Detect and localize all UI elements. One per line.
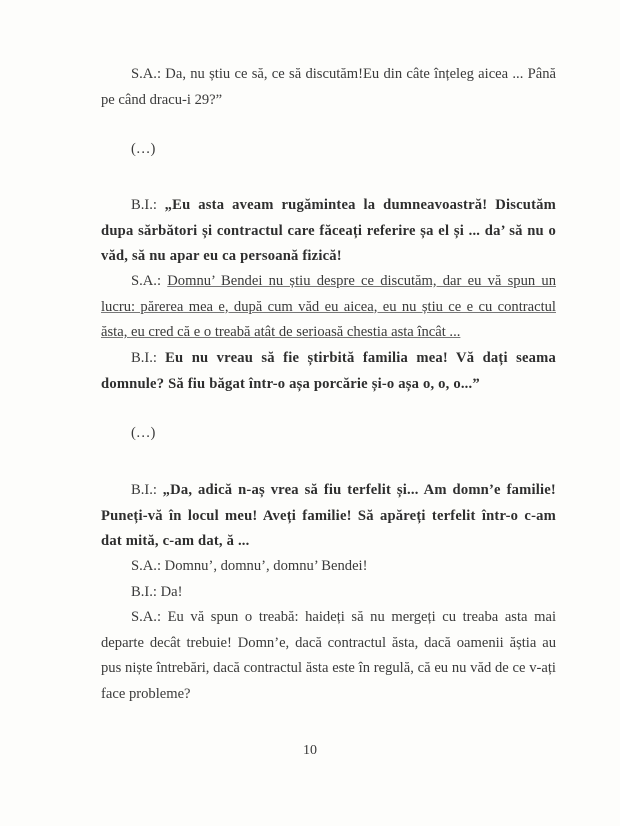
speech-text-underlined: Domnu’ Bendei nu știu despre ce discutăm, dar eu vă spun un lucru: părerea mea e, după cum văd eu aicea, eu nu știu ce e cu contractul ăsta, eu cred că e o treabă atât de serioasă chestia asta încât ... bbox=[101, 273, 556, 340]
speaker-label: S.A.: bbox=[131, 558, 162, 574]
paragraph-bi-3 bbox=[101, 478, 556, 555]
speaker-label: B.I.: bbox=[131, 584, 157, 600]
paragraph-bi-4 bbox=[101, 580, 556, 606]
speech-text: „Eu asta aveam rugămintea la dumneavoastră! Discutăm dupa sărbători și contractul care făceați referire șa el și ... da’ să nu o văd, să nu apar eu ca persoană fizică! bbox=[101, 197, 556, 264]
speaker-label: S.A.: bbox=[131, 273, 162, 289]
speaker-label: S.A.: bbox=[131, 66, 162, 82]
speaker-label: B.I.: bbox=[131, 482, 157, 498]
speech-text: Da! bbox=[160, 584, 183, 600]
paragraph-sa-2 bbox=[101, 269, 556, 346]
speech-text: Domnu’, domnu’, domnu’ Bendei! bbox=[164, 558, 368, 574]
omission-marker: (…) bbox=[131, 425, 156, 441]
speech-text: Da, nu știu ce să, ce să discutăm!Eu din câte înțeleg aicea ... Până pe când dracu-i 29?” bbox=[101, 66, 556, 108]
page-number: 10 bbox=[303, 743, 317, 758]
speech-text: Eu vă spun o treabă: haideți să nu mergeți cu treaba asta mai departe decât trebuie! Domn’e, dacă contractul ăsta, dacă oamenii ăștia au pus niște întrebări, dacă contractul ăsta este în regulă, că eu nu văd de ce v-ați face probleme? bbox=[101, 609, 556, 702]
omission-marker: (…) bbox=[131, 141, 156, 157]
paragraph-sa-1 bbox=[101, 62, 556, 113]
speaker-label: S.A.: bbox=[131, 609, 162, 625]
paragraph-sa-3 bbox=[101, 554, 556, 580]
speaker-label: B.I.: bbox=[131, 350, 157, 366]
paragraph-bi-2 bbox=[101, 346, 556, 397]
paragraph-sa-4 bbox=[101, 605, 556, 707]
speech-text: Eu nu vreau să fie știrbită familia mea! Vă dați seama domnule? Să fiu băgat într-o așa porcărie și-o așa o, o, o...” bbox=[101, 350, 556, 392]
speaker-label: B.I.: bbox=[131, 197, 157, 213]
speech-text: „Da, adică n-aș vrea să fiu terfelit și... Am domn’e familie! Puneți-vă în locul meu! Aveți familie! Să apăreți terfelit într-o c-am dat mită, c-am dat, ă ... bbox=[101, 482, 556, 549]
paragraph-bi-1 bbox=[101, 193, 556, 270]
